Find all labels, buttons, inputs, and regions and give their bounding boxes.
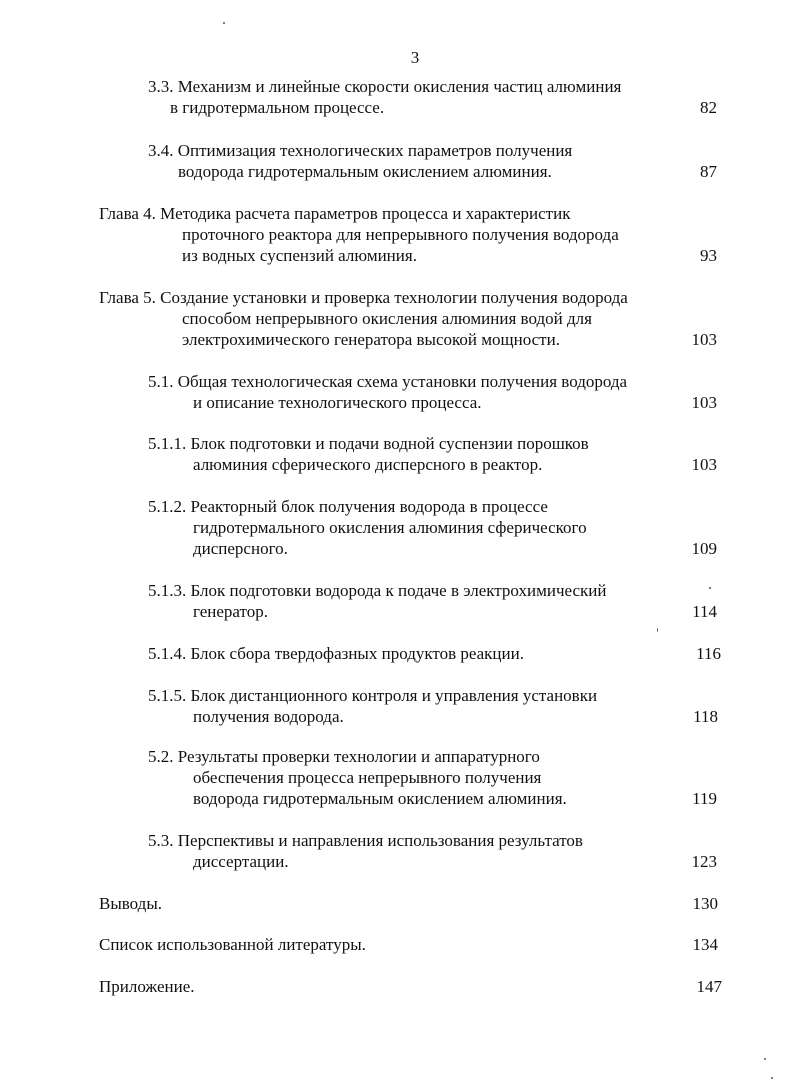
toc-entry-title-line: 3.4. Оптимизация технологических параметров получения: [148, 141, 573, 160]
toc-entry-3-3: [148, 76, 621, 118]
toc-entry-title-line: 5.1.3. Блок подготовки водорода к подаче в электрохимический: [148, 581, 607, 600]
toc-entry-title-line: Выводы.: [99, 894, 163, 913]
toc-entry-title-line: 3.3. Механизм и линейные скорости окисления частиц алюминия: [148, 77, 622, 96]
toc-entry-title-line: дисперсного.: [193, 539, 288, 558]
toc-page-number: 103: [691, 455, 717, 474]
toc-entry-title-line: алюминия сферического дисперсного в реактор.: [193, 455, 543, 474]
toc-entry-5-1-2: [148, 496, 587, 559]
toc-entry-title-line: водорода гидротермальным окислением алюминия.: [193, 789, 567, 808]
toc-page-number: 103: [691, 330, 717, 349]
toc-page-number: 114: [692, 602, 717, 621]
toc-page-number: 147: [696, 977, 722, 996]
toc-entry-3-4: [148, 140, 572, 182]
toc-page-number: 119: [692, 789, 717, 808]
toc-page-number: 116: [696, 644, 721, 663]
toc-entry-title-line: водорода гидротермальным окислением алюминия.: [178, 162, 552, 181]
toc-page-number: 134: [692, 935, 718, 954]
toc-entry-title-line: Список использованной литературы.: [99, 935, 366, 954]
toc-entry-5-3: [148, 830, 583, 872]
toc-entry-title-line: 5.1.4. Блок сбора твердофазных продуктов реакции.: [148, 644, 524, 663]
toc-entry-title-line: Глава 4. Методика расчета параметров процесса и характеристик: [99, 204, 571, 223]
toc-page-number: 123: [691, 852, 717, 871]
toc-entry-title-line: 5.2. Результаты проверки технологии и аппаратурного: [148, 747, 540, 766]
toc-entry-title-line: 5.1.2. Реакторный блок получения водорода в процессе: [148, 497, 548, 516]
toc-entry-title-line: обеспечения процесса непрерывного получения: [193, 768, 542, 787]
toc-entry-title-line: 5.1.1. Блок подготовки и подачи водной суспензии порошков: [148, 434, 589, 453]
toc-entry-5-2: [148, 746, 567, 809]
toc-entry-appendix: [99, 976, 195, 997]
toc-entry-title-line: проточного реактора для непрерывного получения водорода: [182, 225, 619, 244]
toc-entry-title-line: 5.3. Перспективы и направления использования результатов: [148, 831, 583, 850]
scan-speck: [223, 22, 225, 24]
page-number: 3: [410, 48, 420, 67]
toc-page-number: 103: [691, 393, 717, 412]
toc-entry-chapter-5: [99, 287, 628, 350]
toc-entry-title-line: диссертации.: [193, 852, 289, 871]
toc-entry-title-line: гидротермального окисления алюминия сферического: [193, 518, 587, 537]
toc-entry-5-1: [148, 371, 627, 413]
toc-entry-title-line: и описание технологического процесса.: [193, 393, 482, 412]
scan-speck: [771, 1077, 773, 1079]
toc-entry-title-line: в гидротермальном процессе.: [170, 98, 385, 117]
toc-page-number: 82: [700, 98, 717, 117]
toc-entry-5-1-3: [148, 580, 606, 622]
toc-entry-title-line: Глава 5. Создание установки и проверка технологии получения водорода: [99, 288, 628, 307]
toc-page-number: 87: [700, 162, 717, 181]
toc-page-number: 118: [693, 707, 718, 726]
scan-speck: [764, 1058, 766, 1060]
toc-entry-title-line: генератор.: [193, 602, 268, 621]
toc-page-number: 130: [692, 894, 718, 913]
toc-entry-chapter-4: [99, 203, 619, 266]
toc-entry-conclusions: [99, 893, 162, 914]
toc-entry-5-1-5: [148, 685, 597, 727]
toc-entry-title-line: 5.1.5. Блок дистанционного контроля и управления установки: [148, 686, 598, 705]
toc-page-number: 93: [700, 246, 717, 265]
toc-entry-5-1-1: [148, 433, 589, 475]
toc-entry-title-line: электрохимического генератора высокой мощности.: [182, 330, 560, 349]
toc-page-number: 109: [691, 539, 717, 558]
toc-entry-references: [99, 934, 366, 955]
toc-entry-title-line: способом непрерывного окисления алюминия водой для: [182, 309, 592, 328]
scan-speck: [709, 587, 711, 589]
toc-entry-title-line: Приложение.: [99, 977, 195, 996]
toc-entry-title-line: получения водорода.: [193, 707, 344, 726]
toc-entry-title-line: 5.1. Общая технологическая схема установки получения водорода: [148, 372, 628, 391]
toc-entry-5-1-4: [148, 643, 524, 664]
scan-speck: [657, 628, 658, 632]
toc-entry-title-line: из водных суспензий алюминия.: [182, 246, 417, 265]
